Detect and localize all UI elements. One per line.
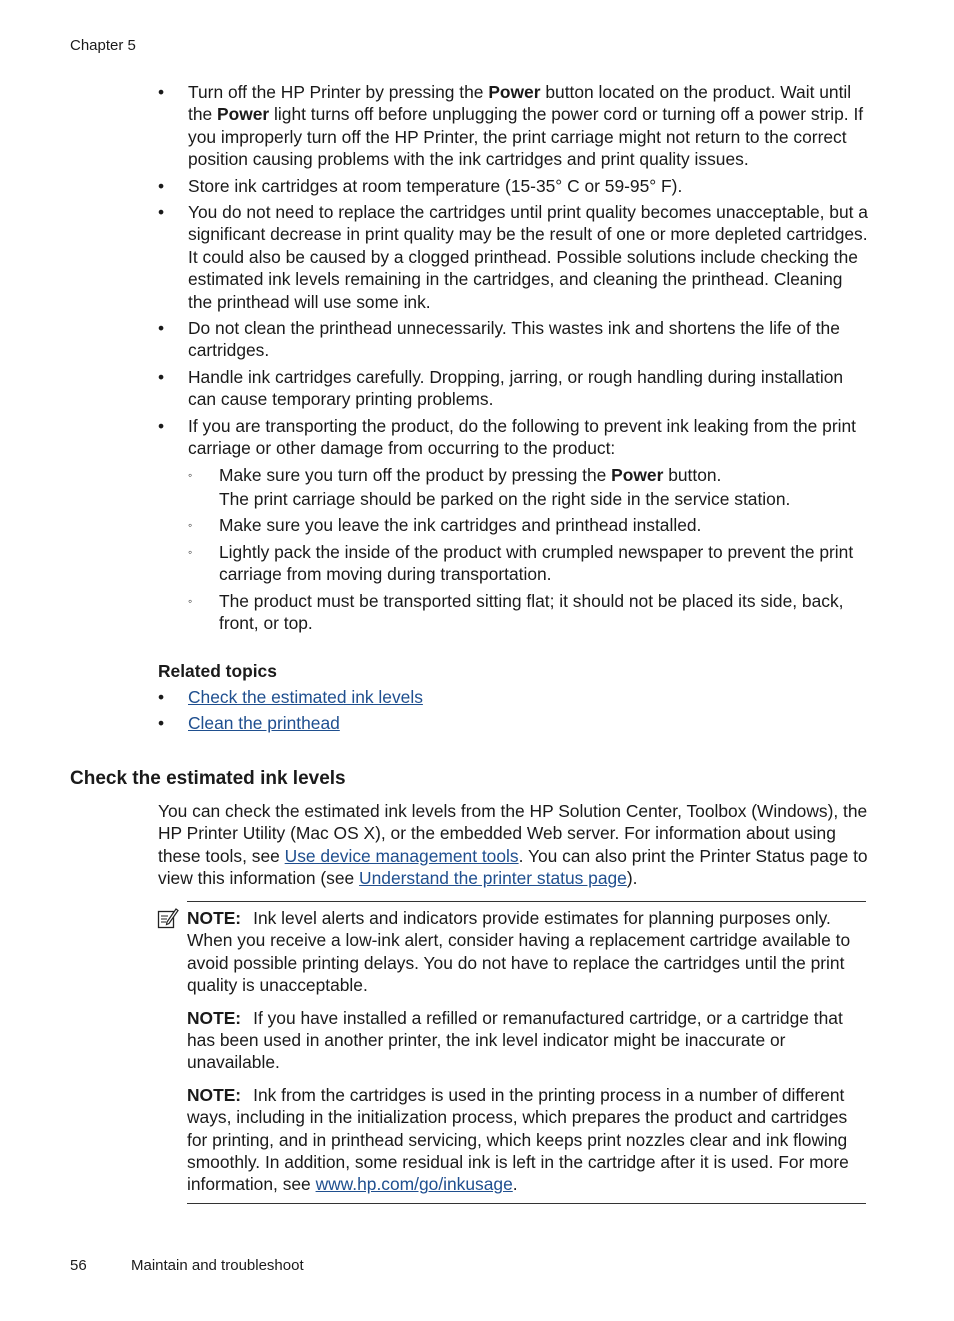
notes-block bbox=[187, 907, 868, 1206]
sub-bullet-text: Make sure you leave the ink cartridges and printhead installed. bbox=[219, 515, 702, 536]
bullet-text: You do not need to replace the cartridges until print quality becomes unacceptable, but a significant decrease in print quality may be the result of one or more depleted cartridges. It could also be caused by a clogged printhead. Possible solutions include checking the estimated ink levels remaining in the cartridges, and cleaning the printhead. Cleaning the printhead will use some ink. bbox=[188, 202, 868, 312]
sub-bullet-text: Lightly pack the inside of the product with crumpled newspaper to prevent the print carriage from moving during transportation. bbox=[219, 541, 854, 585]
note-top-rule bbox=[187, 901, 866, 902]
note-bottom-rule bbox=[187, 1203, 866, 1204]
bullet-symbol: • bbox=[158, 415, 165, 436]
chapter-header: Chapter 5 bbox=[70, 37, 136, 54]
note-1: NOTE: Ink level alerts and indicators provide estimates for planning purposes only. When you receive a low-ink alert, consider having a replacement cartridge available to avoid possible printing delays. You do not have to replace the cartridges until the print quality is unacceptable. bbox=[187, 908, 851, 996]
sub-bullet-item bbox=[158, 590, 870, 635]
bullet-text: Store ink cartridges at room temperature (15-35° C or 59-95° F). bbox=[188, 175, 683, 196]
bullet-text: If you are transporting the product, do the following to prevent ink leaking from the print carriage or other damage from occurring to the product: bbox=[188, 415, 856, 459]
bullet-item bbox=[158, 201, 870, 313]
footer-title: Maintain and troubleshoot bbox=[131, 1257, 304, 1274]
bullet-text: Do not clean the printhead unnecessarily. This wastes ink and shortens the life of the cartridges. bbox=[188, 318, 840, 361]
related-topics-title: Related topics bbox=[158, 661, 277, 682]
related-link-item bbox=[158, 686, 870, 708]
note-2: NOTE: If you have installed a refilled or remanufactured cartridge, or a cartridge that has been used in another printer, the ink level indicator might be inaccurate or unavailable. bbox=[187, 1007, 843, 1073]
bullet-item bbox=[158, 175, 870, 197]
sub-bullet-continuation: The print carriage should be parked on the right side in the service station. bbox=[219, 488, 791, 509]
bullet-symbol: • bbox=[158, 713, 165, 734]
link-clean-printhead[interactable]: Clean the printhead bbox=[188, 713, 340, 734]
bullet-symbol: • bbox=[158, 175, 165, 196]
bullet-symbol: • bbox=[158, 82, 165, 102]
sub-bullet-item bbox=[158, 514, 870, 536]
bullet-item bbox=[158, 81, 870, 171]
section-paragraph: You can check the estimated ink levels from the HP Solution Center, Toolbox (Windows), the HP Printer Utility (Mac OS X), or the embedded Web server. For information about using these tools, see Use device management tools. You can also print the Printer Status page to view this information (see Understand the printer status page). bbox=[158, 801, 868, 889]
bullet-item bbox=[158, 317, 870, 362]
link-inkusage[interactable]: www.hp.com/go/inkusage bbox=[315, 1174, 513, 1195]
sub-bullet-symbol: ◦ bbox=[188, 593, 193, 608]
sub-bullet-item bbox=[158, 464, 870, 511]
related-link-item bbox=[158, 712, 870, 734]
main-content bbox=[158, 81, 870, 739]
section-heading: Check the estimated ink levels bbox=[70, 768, 346, 789]
note-3: NOTE: Ink from the cartridges is used in the printing process in a number of different ways, including in the initialization process, which prepares the product and cartridges for printing, and in printhead servicing, which keeps print nozzles clear and ink flowing smoothly. In addition, some residual ink is left in the cartridge after it is used. For more information, see www.hp.com/go/inkusage. bbox=[187, 1084, 849, 1195]
sub-bullet-text: Make sure you turn off the product by pressing the Power button. bbox=[219, 464, 722, 485]
note-label: NOTE: bbox=[187, 908, 242, 928]
bullet-text: Handle ink cartridges carefully. Dropping, jarring, or rough handling during installation can cause temporary printing problems. bbox=[188, 366, 844, 410]
page-number: 56 bbox=[70, 1257, 87, 1274]
link-device-management-tools[interactable]: Use device management tools bbox=[284, 845, 519, 866]
sub-bullet-symbol: ◦ bbox=[188, 544, 193, 559]
note-pencil-icon bbox=[157, 907, 179, 929]
bullet-symbol: • bbox=[158, 202, 165, 223]
note-label: NOTE: bbox=[187, 1084, 242, 1105]
bullet-item bbox=[158, 415, 870, 460]
bullet-item bbox=[158, 366, 870, 411]
sub-bullet-symbol: ◦ bbox=[188, 518, 193, 533]
sub-bullet-text: The product must be transported sitting flat; it should not be placed its side, back, front, or top. bbox=[219, 590, 844, 633]
note-label: NOTE: bbox=[187, 1007, 242, 1028]
bullet-text: Turn off the HP Printer by pressing the Power button located on the product. Wait until the Power light turns off before unplugging the power cord or turning off a power strip. If you improperly turn off the HP Printer, the print carriage might not return to the correct position causing problems with the ink cartridges and print quality issues. bbox=[188, 82, 864, 170]
sub-bullet-item bbox=[158, 541, 870, 586]
link-check-ink-levels[interactable]: Check the estimated ink levels bbox=[188, 686, 423, 707]
bullet-symbol: • bbox=[158, 366, 165, 387]
link-printer-status-page[interactable]: Understand the printer status page bbox=[359, 868, 627, 889]
sub-bullet-symbol: ◦ bbox=[188, 467, 193, 482]
bullet-symbol: • bbox=[158, 686, 165, 707]
bullet-symbol: • bbox=[158, 318, 165, 339]
